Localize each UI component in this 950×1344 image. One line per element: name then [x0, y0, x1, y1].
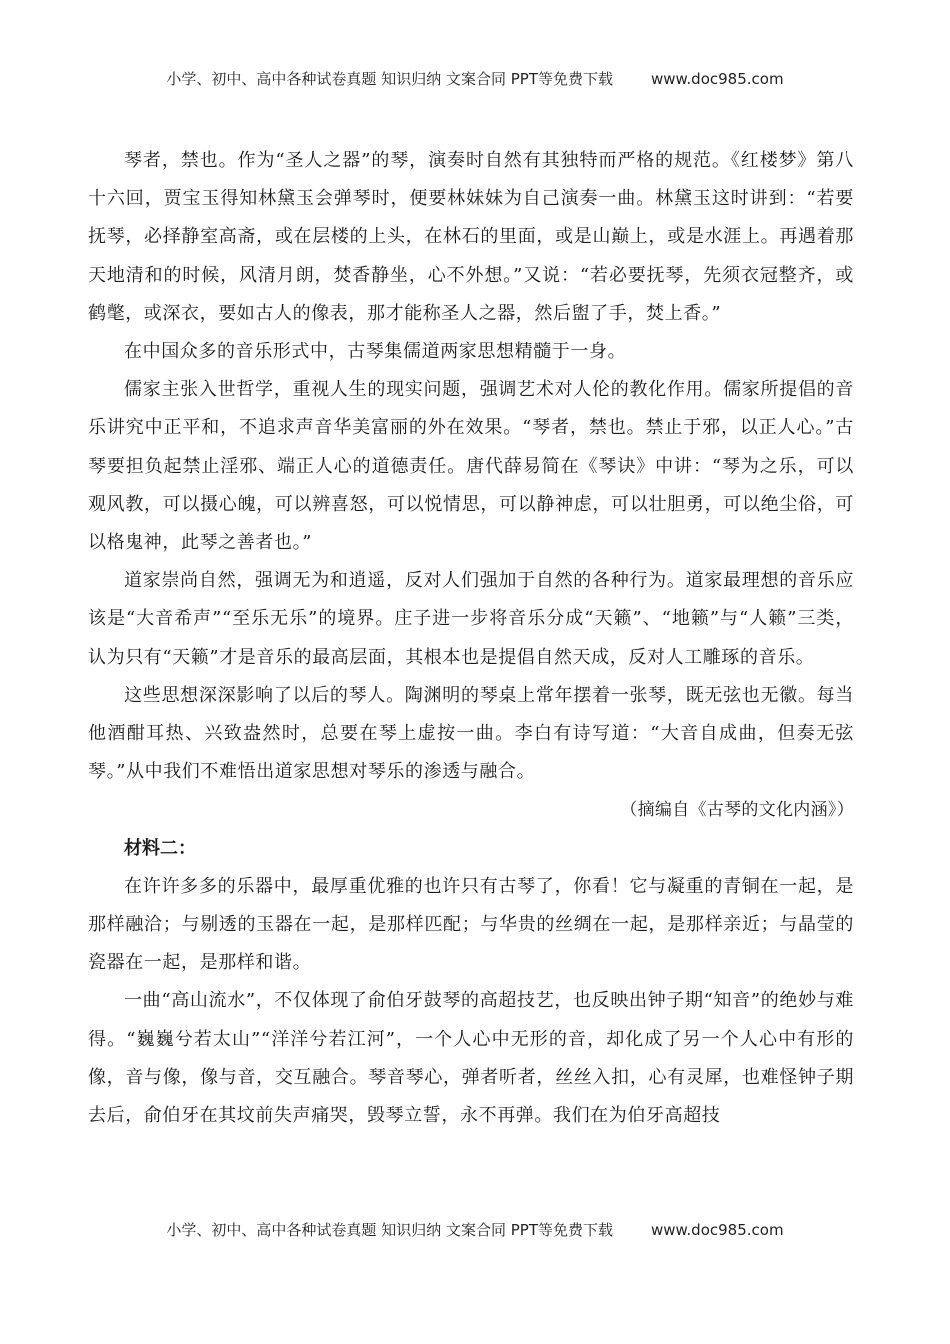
footer-site-link[interactable]: www.doc985.com [650, 1221, 784, 1239]
paragraph-4: 道家崇尚自然，强调无为和逍遥，反对人们强加于自然的各种行为。道家最理想的音乐应该是“大音希声”“至乐无乐”的境界。庄子进一步将音乐分成“天籁”、“地籁”与“人籁”三类，认为只有“天籁”才是音乐的最高层面，其根本也是提倡自然天成，反对人工雕琢的音乐。 [88, 570, 854, 668]
paragraph-3: 儒家主张入世哲学，重视人生的现实问题，强调艺术对人伦的教化作用。儒家所提倡的音乐讲究中正平和，不追求声音华美富丽的外在效果。“琴者，禁也。禁止于邪，以正人心。”古琴要担负起禁止淫邪、端正人心的道德责任。唐代薛易简在《琴诀》中讲：“琴为之乐，可以观风教，可以摄心魄，可以辨喜怒，可以悦情思，可以静神虑，可以壮胆勇，可以绝尘俗，可以格鬼神，此琴之善者也。” [88, 379, 854, 554]
source-citation: （摘编自《古琴的文化内涵》） [620, 800, 854, 821]
paragraph-1: 琴者，禁也。作为“圣人之器”的琴，演奏时自然有其独特而严格的规范。《红楼梦》第八十六回，贾宝玉得知林黛玉会弹琴时，便要林妹妹为自己演奏一曲。林黛玉这时讲到：“若要抚琴，必择静室高斋，或在层楼的上头，在林石的里面，或是山巅上，或是水涯上。再遇着那天地清和的时候，风清月朗，焚香静坐，心不外想。”又说：“若必要抚琴，先须衣冠整齐，或鹤氅，或深衣，要如古人的像表，那才能称圣人之器，然后盥了手，焚上香。” [88, 150, 854, 324]
section-2-paragraph-1: 在许许多多的乐器中，最厚重优雅的也许只有古琴了，你看！它与凝重的青铜在一起，是那样融洽；与剔透的玉器在一起，是那样匹配；与华贵的丝绸在一起，是那样亲近；与晶莹的瓷器在一起，是那样和谐。 [88, 875, 854, 974]
paragraph-5: 这些思想深深影响了以后的琴人。陶渊明的琴桌上常年摆着一张琴，既无弦也无徽。每当他酒酣耳热、兴致盎然时，总要在琴上虚按一曲。李白有诗写道：“大音自成曲，但奏无弦琴。”从中我们不难悟出道家思想对琴乐的渗透与融合。 [88, 684, 854, 783]
document-body [88, 142, 854, 1135]
page-footer [0, 1219, 950, 1240]
section-2-heading: 材料二： [124, 837, 196, 859]
section-2-paragraph-2: 一曲“高山流水”，不仅体现了俞伯牙鼓琴的高超技艺，也反映出钟子期“知音”的绝妙与难得。“巍巍兮若太山”“洋洋兮若江河”，一个人心中无形的音，却化成了另一个人心中有形的像，音与像，像与音，交互融合。琴音琴心，弹者听者，丝丝入扣，心有灵犀，也难怪钟子期去后，俞伯牙在其坟前失声痛哭，毁琴立誓，永不再弹。我们在为伯牙高超技 [88, 990, 854, 1127]
header-site-link[interactable]: www.doc985.com [650, 70, 784, 88]
header-text: 小学、初中、高中各种试卷真题 知识归纳 文案合同 PPT等免费下载 [166, 70, 613, 88]
page-header [0, 68, 950, 89]
paragraph-2: 在中国众多的音乐形式中，古琴集儒道两家思想精髓于一身。 [124, 341, 627, 363]
footer-text: 小学、初中、高中各种试卷真题 知识归纳 文案合同 PPT等免费下载 [166, 1221, 613, 1239]
